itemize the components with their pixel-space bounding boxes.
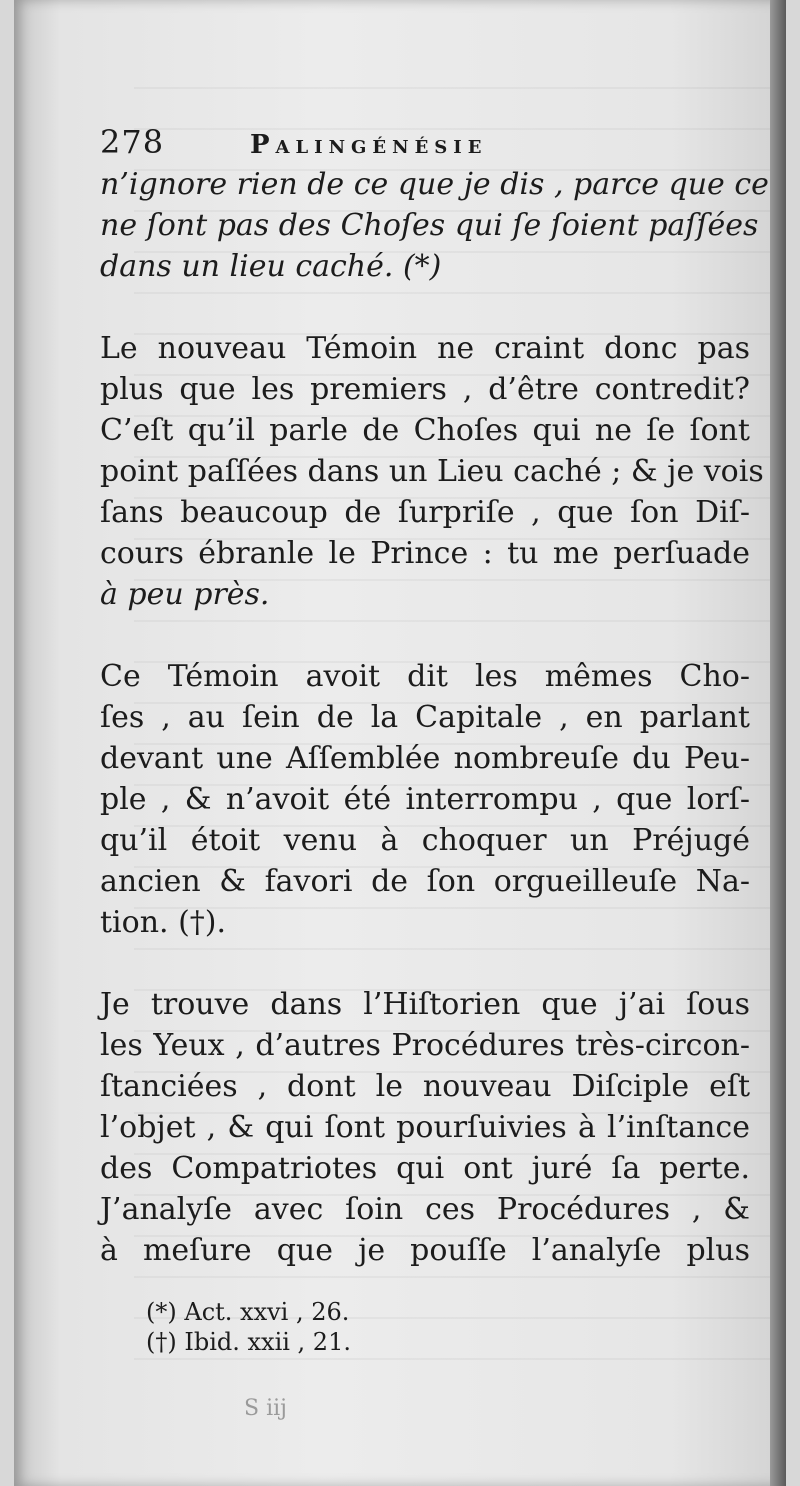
footnotes [146, 1297, 750, 1357]
running-title: Palingénésie [250, 130, 488, 160]
paragraph-gap [100, 943, 750, 984]
footnote-1: (*) Act. xxvi , 26. [146, 1298, 350, 1326]
text-line: qu’il étoit venu à choquer un Préjugé [100, 823, 750, 858]
text-line: ancien & favori de ſon orgueilleuſe Na- [100, 864, 750, 899]
book-page [14, 0, 786, 1486]
body-text [100, 164, 769, 1271]
text-line: J’analyſe avec ſoin ces Procédures , & [100, 1192, 750, 1227]
paragraph-3 [100, 656, 750, 943]
text-line: l’objet , & qui ſont pourſuivies à l’inſtance [100, 1110, 750, 1145]
catchword: S iij [244, 1396, 287, 1421]
text-line: Le nouveau Témoin ne craint donc pas [100, 331, 750, 366]
text-line: ſans beaucoup de ſurpriſe , que ſon Diſ- [100, 495, 750, 530]
text-line: à meſure que je pouſſe l’analyſe plus [100, 1233, 750, 1268]
paragraph-4 [100, 984, 750, 1271]
text-line: dans un lieu caché. (*) [100, 249, 442, 284]
text-line: cours ébranle le Prince : tu me perſuade [100, 536, 750, 571]
text-line: ne ſont pas des Choſes qui ſe ſoient paſſées [100, 208, 759, 243]
text-line: n’ignore rien de ce que je dis , parce que ce [100, 167, 769, 202]
text-line: à peu près. [100, 577, 270, 612]
page-header [100, 122, 750, 164]
text-line: ſtanciées , dont le nouveau Diſciple eſt [100, 1069, 750, 1104]
text-line: Ce Témoin avoit dit les mêmes Cho- [100, 659, 750, 694]
text-line: point paſſées dans un Lieu caché ; & je vois [100, 454, 764, 489]
paragraph-1 [100, 164, 769, 287]
text-line: ple , & n’avoit été interrompu , que lorſ- [100, 782, 750, 817]
text-line: Je trouve dans l’Hiſtorien que j’ai ſous [100, 987, 750, 1022]
text-line: devant une Aſſemblée nombreuſe du Peu- [100, 741, 750, 776]
text-line: C’eſt qu’il parle de Choſes qui ne ſe ſont [100, 413, 750, 448]
paragraph-gap [100, 287, 750, 328]
text-line: des Compatriotes qui ont juré ſa perte. [100, 1151, 750, 1186]
page-edge-shadow [770, 0, 786, 1486]
paragraph-gap [100, 615, 750, 656]
page-number: 278 [100, 123, 165, 161]
text-line: ſes , au ſein de la Capitale , en parlant [100, 700, 750, 735]
text-line: les Yeux , d’autres Procédures très-circon- [100, 1028, 750, 1063]
footnote-2: (†) Ibid. xxii , 21. [146, 1328, 351, 1356]
text-line: tion. (†). [100, 905, 227, 940]
paragraph-2 [100, 328, 764, 615]
page-text-block [100, 122, 769, 1357]
text-line: plus que les premiers , d’être contredit? [100, 372, 750, 407]
